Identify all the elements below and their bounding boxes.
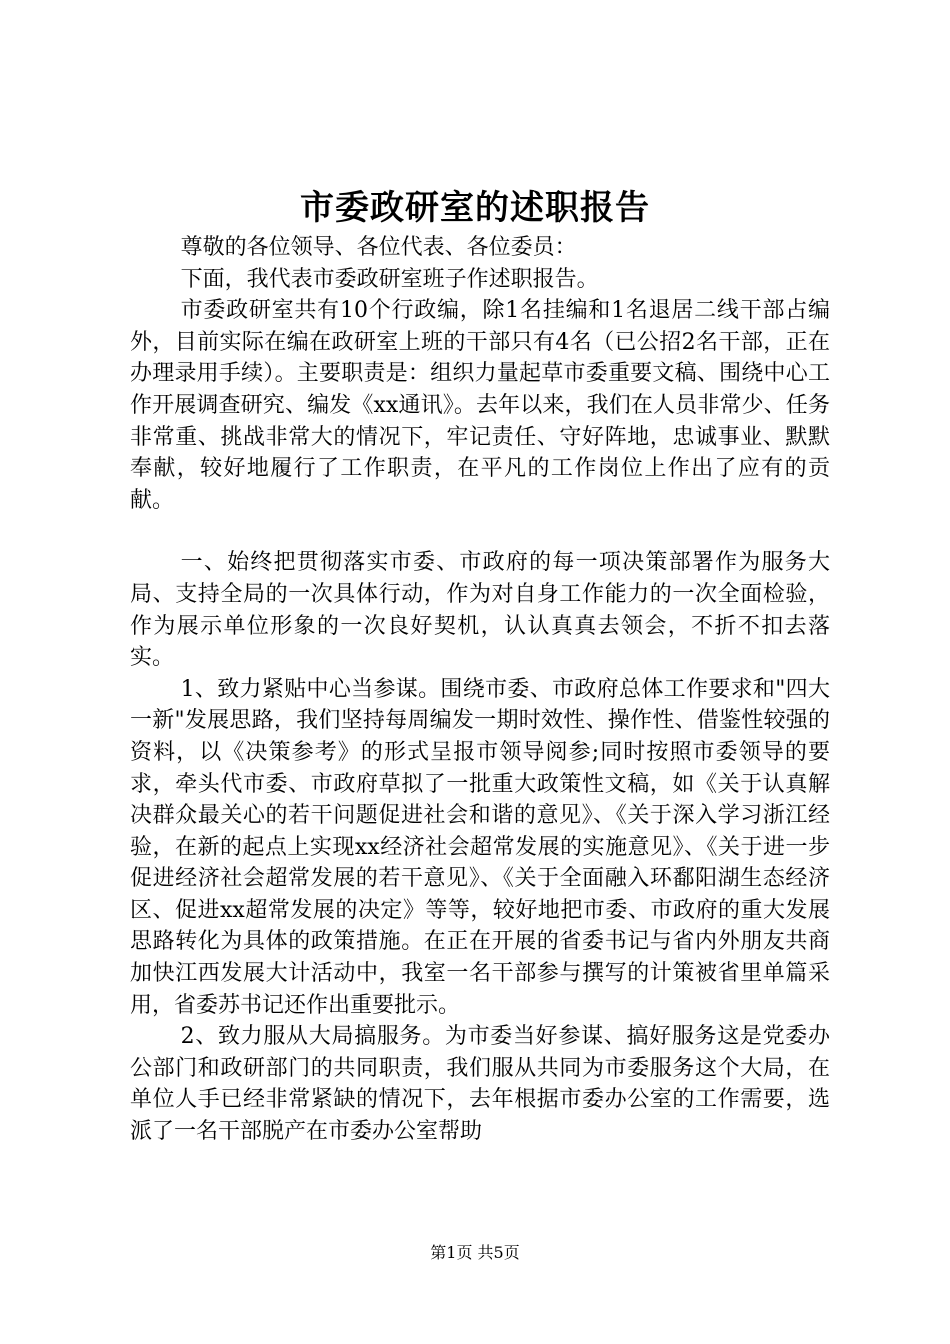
document-body [130, 232, 830, 1148]
overview-paragraph: 市委政研室共有10个行政编，除1名挂编和1名退居二线干部占编外，目前实际在编在政研室上班的干部只有4名（已公招2名干部，正在办理录用手续）。主要职责是：组织力量起草市委重要文稿、围绕中心工作开展调查研究、编发《xx通讯》。去年以来，我们在人员非常少、任务非常重、挑战非常大的情况下，牢记责任、守好阵地，忠诚事业、默默奉献，较好地履行了工作职责，在平凡的工作岗位上作出了应有的贡献。 [130, 298, 830, 513]
section-one-paragraph: 一、始终把贯彻落实市委、市政府的每一项决策部署作为服务大局、支持全局的一次具体行动，作为对自身工作能力的一次全面检验，作为展示单位形象的一次良好契机，认认真真去领会，不折不扣去落实。 [130, 550, 830, 671]
item-one-paragraph: 1、致力紧贴中心当参谋。围绕市委、市政府总体工作要求和"四大一新"发展思路，我们坚持每周编发一期时效性、操作性、借鉴性较强的资料，以《决策参考》的形式呈报市领导阅参;同时按照市委领导的要求，牵头代市委、市政府草拟了一批重大政策性文稿，如《关于认真解决群众最关心的若干问题促进社会和谐的意见》、《关于深入学习浙江经验，在新的起点上实现xx经济社会超常发展的实施意见》、《关于进一步促进经济社会超常发展的若干意见》、《关于全面融入环鄱阳湖生态经济区、促进xx超常发展的决定》等等，较好地把市委、市政府的重大发展思路转化为具体的政策措施。在正在开展的省委书记与省内外朋友共商加快江西发展大计活动中，我室一名干部参与撰写的计策被省里单篇采用，省委苏书记还作出重要批示。 [130, 676, 830, 1018]
salutation-paragraph: 尊敬的各位领导、各位代表、各位委员： [180, 235, 577, 260]
document-title: 市委政研室的述职报告 [300, 188, 650, 228]
intro-paragraph: 下面，我代表市委政研室班子作述职报告。 [180, 266, 599, 292]
page-footer: 第1页 共5页 [430, 1243, 520, 1262]
item-two-paragraph: 2、致力服从大局搞服务。为市委当好参谋、搞好服务这是党委办公部门和政研部门的共同职责，我们服从共同为市委服务这个大局，在单位人手已经非常紧缺的情况下，去年根据市委办公室的工作需要，选派了一名干部脱产在市委办公室帮助 [130, 1024, 830, 1145]
